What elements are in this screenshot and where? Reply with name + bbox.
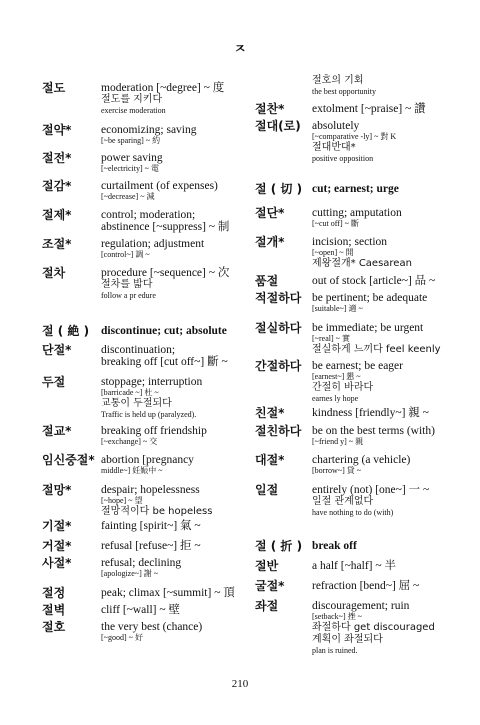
definition-line: be earnest; be eager xyxy=(312,360,403,372)
entry-definition xyxy=(312,322,441,356)
korean-example: 절망적이다 be hopeless xyxy=(101,506,213,517)
entry-definition xyxy=(101,180,218,202)
definition-line: discontinue; cut; absolute xyxy=(101,325,227,337)
gloss-line: [~friend y] ~ 親 xyxy=(312,437,364,446)
korean-example: 계획이 좌절되다 xyxy=(312,634,383,645)
entry-headword: 절개* xyxy=(255,235,285,249)
entry-definition xyxy=(101,621,202,643)
section-headword: 절 ( 折 ) xyxy=(255,539,303,553)
entry-definition xyxy=(312,236,412,270)
definition-line: cliff [~wall] ~ 壁 xyxy=(101,604,180,616)
definition-line: abstinence [~suppress] ~ 制 xyxy=(101,221,230,233)
definition-line: regulation; adjustment xyxy=(101,238,205,250)
definition-line: refusal [refuse~] 拒 ~ xyxy=(101,540,201,552)
gloss-line: [barricade ~] 杜 ~ xyxy=(101,388,159,397)
entry-headword: 대절* xyxy=(255,453,285,467)
entry-definition xyxy=(101,325,227,337)
entry-headword: 간절하다 xyxy=(255,359,302,373)
entry-headword: 절벽 xyxy=(42,603,66,617)
entry-definition xyxy=(101,604,180,616)
entry-definition xyxy=(312,580,419,592)
definition-line: discouragement; ruin xyxy=(312,600,410,612)
definition-line: moderation [~degree] ~ 度 xyxy=(101,82,225,94)
entry-definition xyxy=(312,207,402,229)
definition-line: break off xyxy=(312,540,357,552)
korean-example: 간절히 바라다 xyxy=(312,382,374,393)
entry-definition xyxy=(101,344,228,368)
gloss-line: [borrow~] 貸 ~ xyxy=(312,466,362,475)
entry-definition xyxy=(312,407,429,419)
korean-example: 좌절하다 get discouraged xyxy=(312,622,435,633)
definition-line: breaking off friendship xyxy=(101,425,207,437)
entry-headword: 기절* xyxy=(42,519,72,533)
entry-headword: 절정 xyxy=(42,586,66,600)
korean-example: 절실하게 느끼다 feel keenly xyxy=(312,344,441,355)
entry-headword: 절차 xyxy=(42,266,66,280)
definition-line: control; moderation; xyxy=(101,209,196,221)
gloss-line: positive opposition xyxy=(312,154,374,163)
entry-headword: 절감* xyxy=(42,179,72,193)
definition-line: cut; earnest; urge xyxy=(312,183,399,195)
entry-headword: 절실하다 xyxy=(255,321,302,335)
gloss-line: middle~] 妊娠中 ~ xyxy=(101,466,163,475)
definition-line: abortion [pregnancy xyxy=(101,454,194,466)
gloss-line: [~exchange] ~ 交 xyxy=(101,437,158,446)
entry-definition xyxy=(312,540,357,552)
entry-definition xyxy=(101,238,204,260)
entry-definition xyxy=(101,376,202,420)
gloss-line: [~be sparing] ~ 約 xyxy=(101,136,161,145)
definition-line: curtailment (of expenses) xyxy=(101,180,218,192)
entry-headword: 절전* xyxy=(42,151,72,165)
gloss-line: [~real] ~ 實 xyxy=(312,334,350,343)
entry-definition xyxy=(312,292,427,314)
gloss-line: [~cut off] ~ 斷 xyxy=(312,219,359,228)
entry-headword: 적절하다 xyxy=(255,291,302,305)
entry-headword: 절도 xyxy=(42,81,66,95)
definition-line: despair; hopelessness xyxy=(101,484,200,496)
entry-headword: 절망* xyxy=(42,483,72,497)
entry-definition xyxy=(312,454,410,476)
entry-headword: 조절* xyxy=(42,237,72,251)
definition-line: a half [~half] ~ 半 xyxy=(312,560,396,572)
definition-line: entirely (not) [one~] 一 ~ xyxy=(312,484,430,496)
gloss-line: [~open] ~ 開 xyxy=(312,248,354,257)
entry-headword: 굴절* xyxy=(255,579,285,593)
definition-line: fainting [spirit~] 氣 ~ xyxy=(101,520,201,532)
definition-line: stoppage; interruption xyxy=(101,376,203,388)
definition-line: extolment [~praise] ~ 讚 xyxy=(312,103,426,115)
entry-headword: 절약* xyxy=(42,123,72,137)
gloss-line: plan is ruined. xyxy=(312,646,358,655)
entry-headword: 절대(로) xyxy=(255,119,301,133)
entry-headword: 임신중절* xyxy=(42,453,95,467)
entry-definition xyxy=(312,560,396,572)
definition-line: the very best (chance) xyxy=(101,621,203,633)
entry-definition xyxy=(312,275,435,287)
gloss-line: Traffic is held up (paralyzed). xyxy=(101,410,197,419)
entry-definition xyxy=(101,267,229,301)
definition-line: procedure [~sequence] ~ 次 xyxy=(101,267,230,279)
entry-definition xyxy=(101,540,201,552)
definition-line: be on the best terms (with) xyxy=(312,425,435,437)
entry-headword: 절친하다 xyxy=(255,424,302,438)
korean-example: 절도를 지키다 xyxy=(101,94,163,105)
entry-headword: 일절 xyxy=(255,483,279,497)
definition-line: kindness [friendly~] 親 ~ xyxy=(312,407,429,419)
entry-headword: 단절* xyxy=(42,343,72,357)
definition-line: be pertinent; be adequate xyxy=(312,292,428,304)
entry-headword: 거절* xyxy=(42,539,72,553)
entry-definition xyxy=(101,557,181,579)
entry-headword: 절제* xyxy=(42,208,72,222)
gloss-line: [suitable~] 適 ~ xyxy=(312,304,363,313)
gloss-line: [~comparative -ly] ~ 對 K xyxy=(312,132,397,141)
definition-line: cutting; amputation xyxy=(312,207,402,219)
entry-headword: 절교* xyxy=(42,424,72,438)
entry-definition xyxy=(101,124,197,146)
entry-definition xyxy=(312,120,396,164)
definition-line: economizing; saving xyxy=(101,124,197,136)
gloss-line: [setback~] 挫 ~ xyxy=(312,612,362,621)
entry-definition xyxy=(101,82,224,116)
entry-headword: 좌절 xyxy=(255,599,279,613)
gloss-line: [apologize~] 謝 ~ xyxy=(101,569,159,578)
definition-line: breaking off [cut off~] 斷 ~ xyxy=(101,356,228,368)
definition-line: absolutely xyxy=(312,120,360,132)
entry-definition xyxy=(312,425,435,447)
korean-example: 일절 관계없다 xyxy=(312,496,374,507)
entry-definition xyxy=(312,183,399,195)
entry-headword: 친절* xyxy=(255,406,285,420)
entry-headword: 절찬* xyxy=(255,102,285,116)
definition-line: peak; climax [~summit] ~ 頂 xyxy=(101,587,235,599)
entry-definition xyxy=(101,520,201,532)
page-number: 210 xyxy=(231,678,249,690)
definition-line: chartering (a vehicle) xyxy=(312,454,411,466)
entry-headword: 품절 xyxy=(255,274,279,288)
entry-definition xyxy=(312,103,426,115)
definition-line: be immediate; be urgent xyxy=(312,322,424,334)
gloss-line: [control~] 調 ~ xyxy=(101,250,150,259)
entry-definition xyxy=(101,587,235,599)
gloss-line: earnes ly hope xyxy=(312,394,359,403)
entry-definition xyxy=(312,360,403,404)
korean-example: 절대반대* xyxy=(312,142,356,153)
definition-line: out of stock [article~] 品 ~ xyxy=(312,275,436,287)
gloss-line: [~hope] ~ 望 xyxy=(101,496,143,505)
gloss-line: [earnest~] 懇 ~ xyxy=(312,372,361,381)
gloss-line: the best opportunity xyxy=(312,87,376,96)
section-headword: 절 ( 絶 ) xyxy=(42,324,90,338)
korean-example: 제왕절개* Caesarean xyxy=(312,258,412,269)
entry-headword: 절단* xyxy=(255,206,285,220)
gloss-line: [~electricity] ~ 電 xyxy=(101,164,159,173)
entry-definition xyxy=(101,209,229,233)
entry-definition xyxy=(101,454,194,476)
definition-line: refusal; declining xyxy=(101,557,182,569)
page-header-mark: ㅈ xyxy=(233,42,247,57)
entry-definition xyxy=(101,484,212,518)
entry-headword: 절호 xyxy=(42,620,66,634)
gloss-line: follow a pr edure xyxy=(101,291,156,300)
gloss-line: have nothing to do (with) xyxy=(312,508,394,517)
section-headword: 절 ( 切 ) xyxy=(255,182,303,196)
entry-headword: 절반 xyxy=(255,559,279,573)
definition-line: refraction [bend~] 屈 ~ xyxy=(312,580,420,592)
korean-example: 절차를 밟다 xyxy=(101,279,153,290)
entry-definition xyxy=(101,425,207,447)
entry-definition xyxy=(101,152,163,174)
entry-definition xyxy=(312,600,435,656)
gloss-line: exercise moderation xyxy=(101,106,166,115)
definition-line: discontinuation; xyxy=(101,344,176,356)
entry-headword: 두절 xyxy=(42,375,66,389)
gloss-line: [~good] ~ 好 xyxy=(101,633,143,642)
definition-line: incision; section xyxy=(312,236,388,248)
entry-definition xyxy=(312,75,376,97)
korean-example: 절호의 기회 xyxy=(312,75,364,86)
korean-example: 교통이 두절되다 xyxy=(101,398,172,409)
definition-line: power saving xyxy=(101,152,163,164)
entry-definition xyxy=(312,484,429,518)
gloss-line: [~decrease] ~ 減 xyxy=(101,192,155,201)
entry-headword: 사절* xyxy=(42,556,72,570)
